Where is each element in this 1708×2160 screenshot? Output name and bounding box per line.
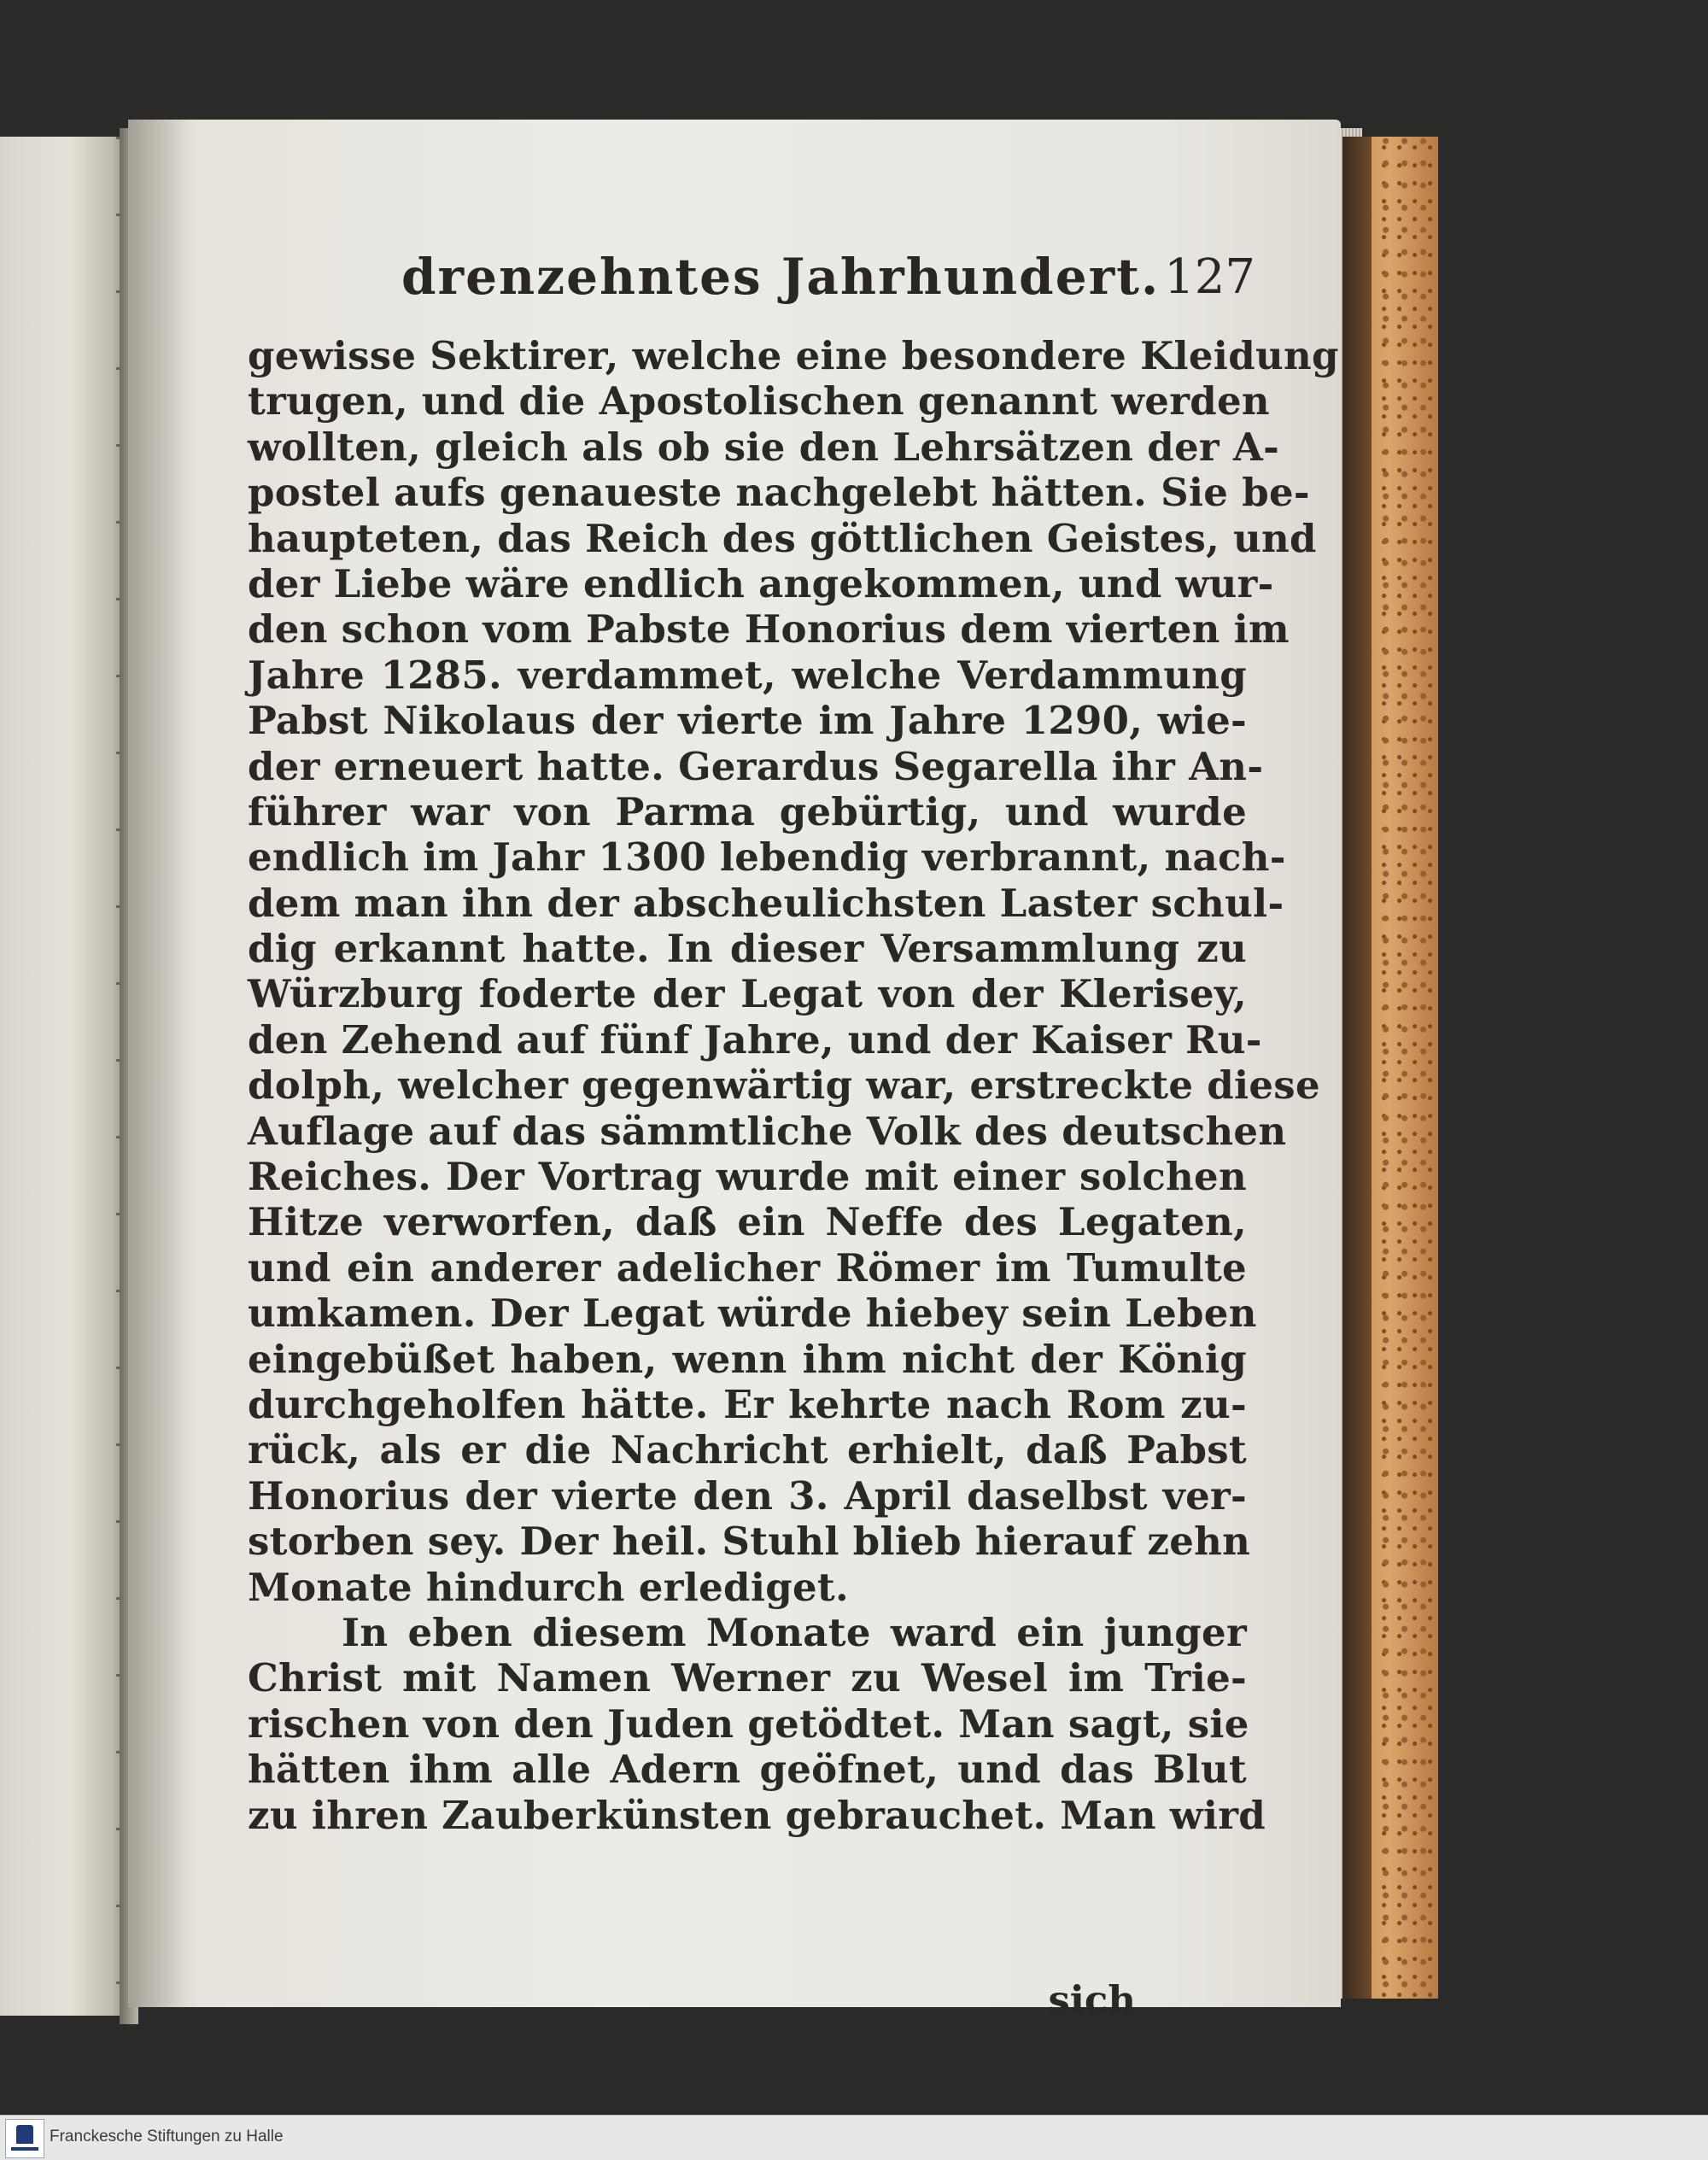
text-line: Honorius der vierte den 3. April daselbst ver- (248, 1472, 1247, 1519)
page-gutter-shadow (128, 120, 188, 2007)
text-line: In eben diesem Monate ward ein junger (342, 1609, 1247, 1655)
text-line: rück, als er die Nachricht erhielt, daß Pabst (248, 1427, 1247, 1473)
text-line: dem man ihn der abscheulichsten Laster schul- (248, 880, 1284, 926)
previous-page-edge (0, 137, 128, 2016)
cover-shadow (1342, 137, 1372, 1999)
text-line: umkamen. Der Legat würde hiebey sein Leben (248, 1291, 1257, 1337)
footer-bar (0, 2115, 1708, 2160)
text-line: Würzburg foderte der Legat von der Klerisey, (248, 971, 1247, 1017)
institution-name: Franckesche Stiftungen zu Halle (50, 2128, 284, 2145)
institution-logo-icon (5, 2119, 44, 2158)
text-line: rischen von den Juden getödtet. Man sagt, sie (248, 1700, 1249, 1747)
text-line: postel aufs genaueste nachgelebt hätten. Sie be- (248, 470, 1310, 516)
body-text (248, 333, 1339, 1838)
text-line: Auflage auf das sämmtliche Volk des deutschen (248, 1108, 1287, 1154)
text-line: dolph, welcher gegenwärtig war, erstreckte diese (248, 1062, 1320, 1109)
text-line: dig erkannt hatte. In dieser Versammlung zu (248, 926, 1247, 972)
text-line: den schon vom Pabste Honorius dem vierten im (248, 606, 1290, 653)
page-number: 127 (1164, 249, 1255, 305)
catchword: sich (1048, 1977, 1136, 2022)
running-head (401, 248, 1255, 325)
running-title: drenzehntes Jahrhundert. (401, 248, 1161, 306)
text-line: hätten ihm alle Adern geöfnet, und das Blut (248, 1747, 1247, 1793)
text-line: wollten, gleich als ob sie den Lehrsätzen der A- (248, 424, 1280, 470)
text-line: der erneuert hatte. Gerardus Segarella ihr An- (248, 743, 1264, 789)
text-line: haupteten, das Reich des göttlichen Geistes, und (248, 515, 1317, 561)
text-line: der Liebe wäre endlich angekommen, und wur- (248, 560, 1274, 606)
text-line: zu ihren Zauberkünsten gebrauchet. Man wird (248, 1792, 1266, 1838)
text-line: Jahre 1285. verdammet, welche Verdammung (248, 652, 1247, 698)
text-line: trugen, und die Apostolischen genannt werden (248, 378, 1270, 424)
text-line: eingebüßet haben, wenn ihm nicht der König (248, 1336, 1247, 1382)
text-line: Hitze verworfen, daß ein Neffe des Legaten, (248, 1199, 1247, 1245)
book-cover-edge (1342, 137, 1438, 1999)
text-line: Christ mit Namen Werner zu Wesel im Trie- (248, 1655, 1247, 1701)
book-page (128, 120, 1341, 2022)
text-line: den Zehend auf fünf Jahre, und der Kaiser Ru- (248, 1016, 1262, 1062)
text-line: storben sey. Der heil. Stuhl blieb hierauf zehn (248, 1519, 1251, 1565)
text-line: Monate hindurch erlediget. (248, 1564, 849, 1610)
text-line: Pabst Nikolaus der vierte im Jahre 1290, wie- (248, 698, 1247, 744)
text-line: und ein anderer adelicher Römer im Tumulte (248, 1244, 1247, 1291)
text-line: endlich im Jahr 1300 lebendig verbrannt, nach- (248, 834, 1286, 881)
text-line: durchgeholfen hätte. Er kehrte nach Rom zu- (248, 1381, 1247, 1427)
text-line: führer war von Parma gebürtig, und wurde (248, 788, 1247, 834)
text-line: Reiches. Der Vortrag wurde mit einer solchen (248, 1154, 1247, 1200)
text-line: gewisse Sektirer, welche eine besondere Kleidung (248, 333, 1339, 378)
